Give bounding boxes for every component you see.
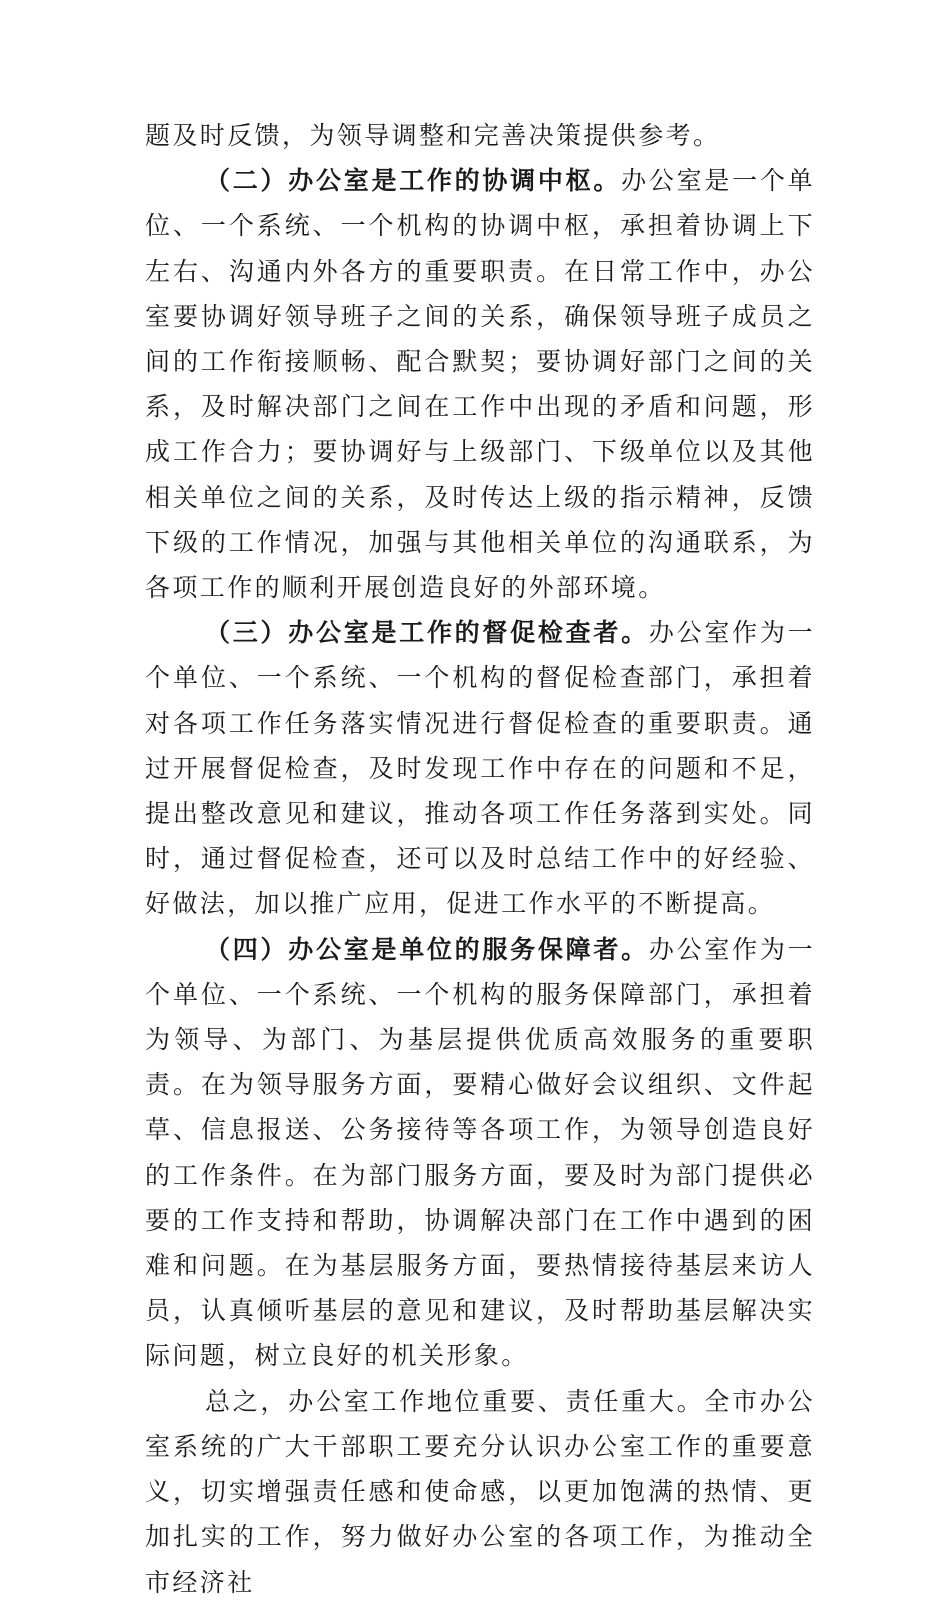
paragraph-text: 办公室是一个单位、一个系统、一个机构的协调中枢，承担着协调上下左右、沟通内外各方的重要职责。在日常工作中，办公室要协调好领导班子之间的关系，确保领导班子成员之间的工作衔接顺畅、配合默契；要协调好部门之间的关系，及时解决部门之间在工作中出现的矛盾和问题，形成工作合力；要协调好与上级部门、下级单位以及其他相关单位之间的关系，及时传达上级的指示精神，反馈下级的工作情况，加强与其他相关单位的沟通联系，为各项工作的顺利开展创造良好的外部环境。	[145, 166, 815, 603]
paragraph-supervision	[145, 610, 815, 926]
paragraph-continuation	[145, 113, 815, 158]
paragraph-text: 办公室作为一个单位、一个系统、一个机构的督促检查部门，承担着对各项工作任务落实情况进行督促检查的重要职责。通过开展督促检查，及时发现工作中存在的问题和不足，提出整改意见和建议，推动各项工作任务落到实处。同时，通过督促检查，还可以及时总结工作中的好经验、好做法，加以推广应用，促进工作水平的不断提高。	[145, 618, 816, 919]
paragraph-text: 总之，办公室工作地位重要、责任重大。全市办公室系统的广大干部职工要充分认识办公室工作的重要意义，切实增强责任感和使命感，以更加饱满的热情、更加扎实的工作，努力做好办公室的各项工作，为推动全市经济社	[145, 1386, 815, 1597]
paragraph-conclusion	[145, 1379, 815, 1605]
paragraph-heading: （三）办公室是工作的督促检查者。	[205, 618, 649, 648]
paragraph-heading: （二）办公室是工作的协调中枢。	[205, 166, 622, 196]
paragraph-text: 题及时反馈，为领导调整和完善决策提供参考。	[145, 121, 721, 150]
paragraph-coordination-hub	[145, 158, 815, 610]
paragraph-service-support	[145, 927, 815, 1379]
document-page	[145, 113, 815, 1605]
paragraph-heading: （四）办公室是单位的服务保障者。	[205, 934, 649, 964]
paragraph-text: 办公室作为一个单位、一个系统、一个机构的服务保障部门，承担着为领导、为部门、为基层提供优质高效服务的重要职责。在为领导服务方面，要精心做好会议组织、文件起草、信息报送、公务接待等各项工作，为领导创造良好的工作条件。在为部门服务方面，要及时为部门提供必要的工作支持和帮助，协调解决部门在工作中遇到的困难和问题。在为基层服务方面，要热情接待基层来访人员，认真倾听基层的意见和建议，及时帮助基层解决实际问题，树立良好的机关形象。	[145, 934, 816, 1371]
